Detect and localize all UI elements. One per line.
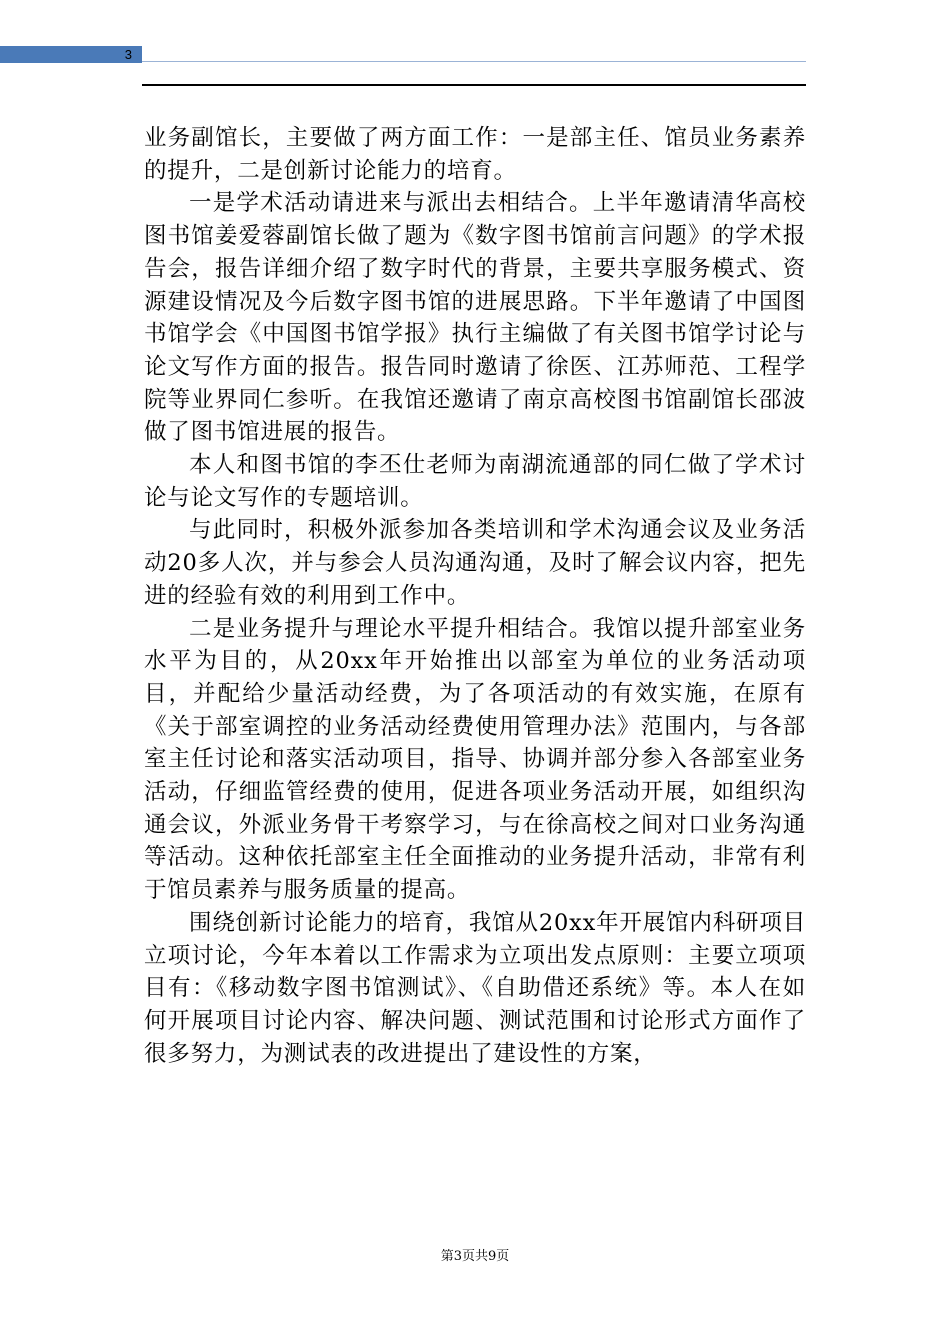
page-footer: [0, 1248, 950, 1266]
footer-page-info: 第3页共9页: [440, 1249, 510, 1264]
paragraph: 与此同时，积极外派参加各类培训和学术沟通会议及业务活动20多人次，并与参会人员沟通沟通，及时了解会议内容，把先进的经验有效的利用到工作中。: [144, 517, 806, 609]
page-number: 3: [124, 47, 132, 62]
paragraph: 围绕创新讨论能力的培育，我馆从20xx年开展馆内科研项目立项讨论，今年本着以工作需求为立项出发点原则：主要立项项目有：《移动数字图书馆测试》、《自助借还系统》等。本人在如何开展项目讨论内容、解决问题、测试范围和讨论形式方面作了很多努力，为测试表的改进提出了建设性的方案，: [144, 909, 806, 1067]
paragraph: 业务副馆长，主要做了两方面工作：一是部主任、馆员业务素养的提升，二是创新讨论能力的培育。: [144, 125, 806, 184]
page-number-tab: [0, 46, 142, 63]
paragraph: 二是业务提升与理论水平提升相结合。我馆以提升部室业务水平为目的，从20xx年开始推出以部室为单位的业务活动项目，并配给少量活动经费，为了各项活动的有效实施，在原有《关于部室调控的业务活动经费使用管理办法》范围内，与各部室主任讨论和落实活动项目，指导、协调并部分参入各部室业务活动，仔细监管经费的使用，促进各项业务活动开展，如组织沟通会议，外派业务骨干考察学习，与在徐高校之间对口业务沟通等活动。这种依托部室主任全面推动的业务提升活动，非常有利于馆员素养与服务质量的提高。: [144, 615, 806, 904]
document-body: [144, 122, 806, 1070]
header-rule: [142, 84, 806, 86]
paragraph: 一是学术活动请进来与派出去相结合。上半年邀请清华高校图书馆姜爱蓉副馆长做了题为《数字图书馆前言问题》的学术报告会，报告详细介绍了数字时代的背景，主要共享服务模式、资源建设情况及今后数字图书馆的进展思路。下半年邀请了中国图书馆学会《中国图书馆学报》执行主编做了有关图书馆学讨论与论文写作方面的报告。报告同时邀请了徐医、江苏师范、工程学院等业界同仁参听。在我馆还邀请了南京高校图书馆副馆长邵波做了图书馆进展的报告。: [144, 190, 806, 446]
page-number-underline: [142, 61, 806, 62]
paragraph: 本人和图书馆的李丕仕老师为南湖流通部的同仁做了学术讨论与论文写作的专题培训。: [144, 452, 806, 511]
